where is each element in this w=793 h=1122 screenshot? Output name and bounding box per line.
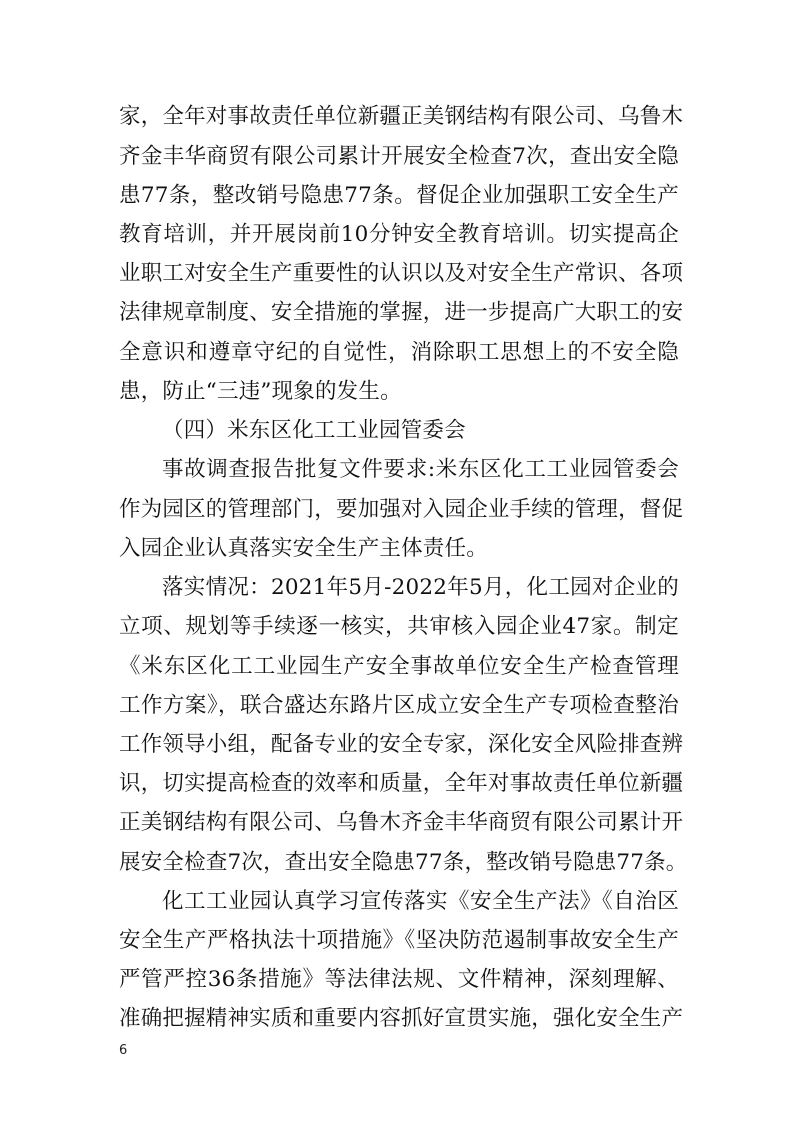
paragraph-line: 患，防止“三违”现象的发生。 <box>119 379 402 404</box>
paragraph-line: 严管严控36条措施》等法律法规、文件精神，深刻理解、 <box>119 967 679 992</box>
paragraph-line: 入园企业认真落实安全生产主体责任。 <box>119 536 488 561</box>
paragraph-line: 工作领导小组，配备专业的安全专家，深化安全风险排查辨 <box>119 732 684 757</box>
paragraph-line: 立项、规划等手续逐一核实，共审核入园企业47家。制定 <box>119 614 679 639</box>
paragraph-line: 业职工对安全生产重要性的认识以及对安全生产常识、各项 <box>119 261 684 286</box>
paragraph-line: 家，全年对事故责任单位新疆正美钢结构有限公司、乌鲁木 <box>119 104 684 129</box>
section-heading: （四）米东区化工工业园管委会 <box>162 418 466 443</box>
paragraph-line: 化工工业园认真学习宣传落实《安全生产法》《自治区 <box>162 889 679 914</box>
paragraph-line: 作为园区的管理部门，要加强对入园企业手续的管理，督促 <box>119 497 684 522</box>
paragraph-line: 齐金丰华商贸有限公司累计开展安全检查7次，查出安全隐 <box>119 144 679 169</box>
paragraph-line: 《米东区化工工业园生产安全事故单位安全生产检查管理 <box>119 654 679 679</box>
paragraph-line: 患77条，整改销号隐患77条。督促企业加强职工安全生产 <box>119 183 679 208</box>
paragraph-line: 落实情况：2021年5月-2022年5月，化工园对企业的 <box>162 575 679 600</box>
paragraph-line: 准确把握精神实质和重要内容抓好宣贯实施，强化安全生产 <box>119 1006 684 1031</box>
paragraph-line: 教育培训，并开展岗前10分钟安全教育培训。切实提高企 <box>119 222 679 247</box>
paragraph-line: 全意识和遵章守纪的自觉性，消除职工思想上的不安全隐 <box>119 340 679 365</box>
paragraph-line: 安全生产严格执法十项措施》《坚决防范遏制事故安全生产 <box>119 928 679 953</box>
paragraph-line: 法律规章制度、安全措施的掌握，进一步提高广大职工的安 <box>119 300 684 325</box>
paragraph-line: 识，切实提高检查的效率和质量，全年对事故责任单位新疆 <box>119 771 684 796</box>
paragraph-line: 工作方案》，联合盛达东路片区成立安全生产专项检查整治 <box>119 693 679 718</box>
paragraph-line: 事故调查报告批复文件要求:米东区化工工业园管委会 <box>162 457 679 482</box>
paragraph-line: 展安全检查7次，查出安全隐患77条，整改销号隐患77条。 <box>119 850 688 875</box>
paragraph-line: 正美钢结构有限公司、乌鲁木齐金丰华商贸有限公司累计开 <box>119 810 684 835</box>
page-number: 6 <box>119 1043 128 1058</box>
